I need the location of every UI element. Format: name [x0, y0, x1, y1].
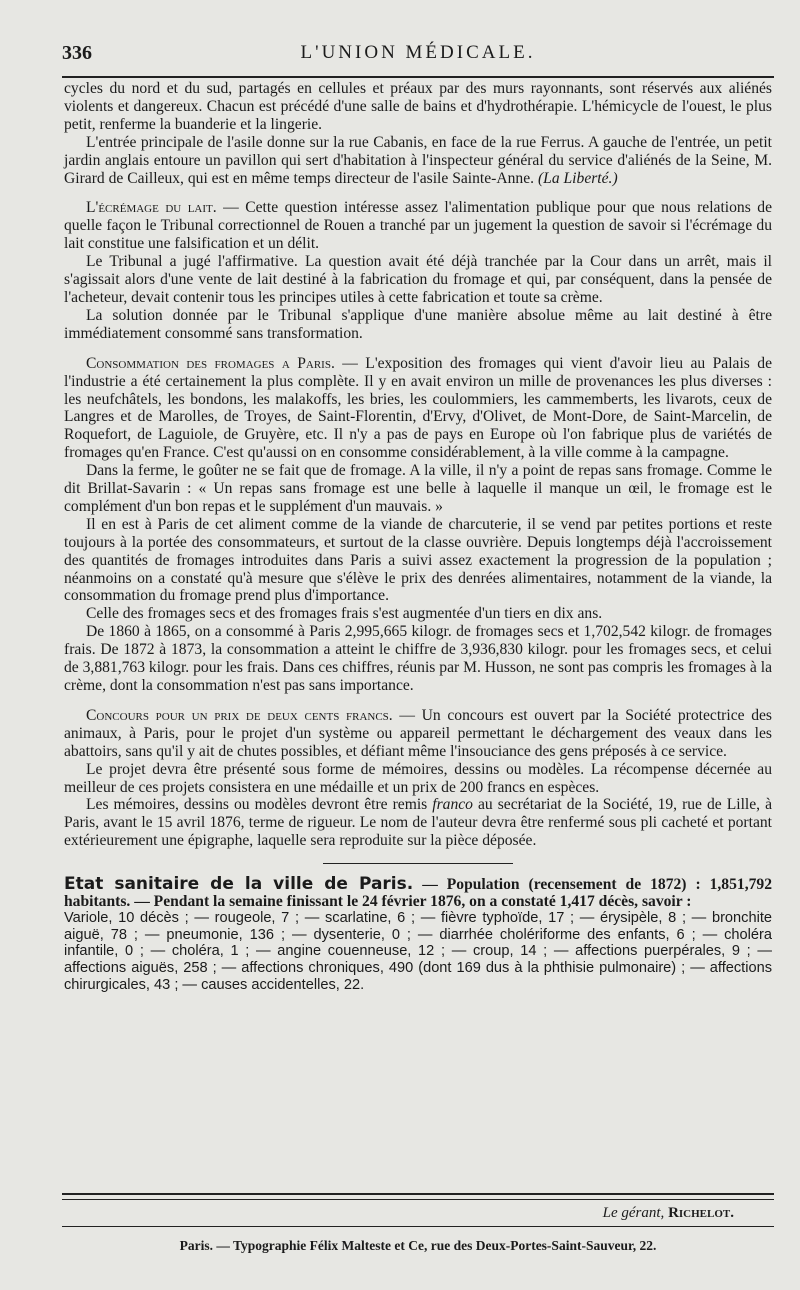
paragraph: cycles du nord et du sud, partagés en cellules et préaux par des murs rayonnants, sont réservés aux aliénés violents et dangereux. Chacun est précédé d'une salle de bains et d'hydrothérapie. L'hémicycle de l'ouest, le plus petit, renferme la buanderie et la lingerie.	[64, 80, 772, 133]
printer-imprint: Paris. — Typographie Félix Malteste et Ce, rue des Deux-Portes-Saint-Sauveur, 22.	[179, 1238, 657, 1253]
gerant-signature	[603, 1205, 734, 1222]
paragraph-text: — L'exposition des fromages qui vient d'avoir lieu au Palais de l'industrie a été certainement la plus complète. Il y en avait environ un mille de provenances les plus diverses : les neufchâtels, les bondons, les malakoffs, les bries, les coulommiers, les cammemberts, les livarots, ceux de Langres et de Marolles, de Troyes, de Saint-Florentin, d'Ervy, d'Olivet, de Mont-Dore, de Saint-Marcelin, de Roquefort, de Laguiole, de Gruyère, etc. Il n'y a pas de pays en Europe où l'on fabrique plus de variétés de fromages qu'en France. C'est qu'aussi on en consomme considérablement, à la ville comme à la campagne.	[64, 354, 772, 462]
paragraph: Le projet devra être présenté sous forme de mémoires, dessins ou modèles. La récompense décernée au meilleur de ces projets consistera en une médaille et un prix de 200 francs en espèces.	[64, 760, 772, 796]
section-heading: L'écrémage du lait.	[86, 199, 217, 217]
paragraph-text: — Cette question intéresse assez l'alimentation publique pour que nous relations de quelle façon le Tribunal correctionnel de Rouen a tranché par un jugement la question de savoir si l'écrémage du lait constitue une falsification et un délit.	[64, 199, 772, 253]
paragraph	[64, 355, 772, 462]
section-heading: Concours pour un prix de deux cents francs.	[86, 706, 393, 724]
body-text	[64, 80, 772, 993]
paragraph: Il en est à Paris de cet aliment comme de la viande de charcuterie, il se vend par petites portions et reste toujours à la portée des consommateurs, et surtout de la classe ouvrière. Depuis longtemps déjà l'accroissement des quantités de fromages introduites dans Paris a suivi assez exactement la progression de la population ; néanmoins on a constaté qu'à mesure que s'élève le prix des denrées alimentaires, notamment de la viande, la consommation du fromage prend plus d'importance.	[64, 515, 772, 605]
gerant-name: Richelot.	[668, 1205, 734, 1221]
footer-double-rule	[62, 1193, 774, 1200]
emphasis: franco	[432, 796, 473, 814]
page-number: 336	[62, 42, 92, 64]
paragraph	[64, 199, 772, 253]
paragraph	[64, 876, 772, 910]
section-heading: Consommation des fromages a Paris.	[86, 354, 335, 372]
section-ecremage	[64, 199, 772, 342]
paragraph: La solution donnée par le Tribunal s'applique d'une manière absolue même au lait destiné à être immédiatement consommé sans transformation.	[64, 306, 772, 342]
section-fromages	[64, 355, 772, 695]
paragraph: Dans la ferme, le goûter ne se fait que de fromage. A la ville, il n'y a point de repas sans fromage. Comme le dit Brillat-Savarin : « Un repas sans fromage est une belle à laquelle il manque un œil, le fromage est le complément d'un bon repas et le supplément d'un mauvais. »	[64, 462, 772, 515]
paragraph-text: L'entrée principale de l'asile donne sur la rue Cabanis, en face de la rue Ferrus. A gauche de l'entrée, un petit jardin anglais entoure un pavillon qui sert d'habitation à l'inspecteur général du service d'aliénés de la Seine, M. Girard de Cailleux, qui est en même temps directeur de l'asile Sainte-Anne.	[64, 133, 772, 187]
section-concours	[64, 707, 772, 850]
running-title: L'UNION MÉDICALE.	[300, 42, 536, 63]
gerant-label: Le gérant,	[602, 1205, 665, 1221]
paragraph-text: Les mémoires, dessins ou modèles devront être remis	[86, 796, 433, 814]
paragraph	[64, 796, 772, 850]
paragraph-text: — Population (recensement de 1872) : 1,851,792 habitants. — Pendant la semaine finissant le 24 février 1876, on a constaté 1,417 décès, savoir :	[64, 876, 772, 911]
page-header	[62, 34, 774, 74]
footer-rule	[62, 1226, 774, 1227]
section-asile	[64, 80, 772, 187]
paragraph: Celle des fromages secs et des fromages frais s'est augmentée d'un tiers en dix ans.	[86, 605, 603, 623]
section-heading: Etat sanitaire de la ville de Paris.	[64, 874, 414, 895]
source-citation: (La Liberté.)	[537, 169, 618, 187]
paragraph: De 1860 à 1865, on a consommé à Paris 2,995,665 kilogr. de fromages secs et 1,702,542 kilogr. de fromages frais. De 1872 à 1873, la consommation a atteint le chiffre de 3,936,830 kilogr. pour les fromages secs, et celui de 3,881,763 kilogr. pour les frais. Dans ces chiffres, réunis par M. Husson, ne sont pas compris les fromages à la crème, dont la consommation n'est pas sans importance.	[64, 623, 772, 694]
paragraph	[64, 134, 772, 188]
paragraph: Le Tribunal a jugé l'affirmative. La question avait été déjà tranchée par la Cour dans un arrêt, mais il s'agissait alors d'une vente de lait destiné à la fabrication du fromage et qui, par conséquent, dans la pensée de l'acheteur, devait contenir tous les principes utiles à cette fabrication et toute sa crème.	[64, 253, 772, 306]
paragraph	[64, 707, 772, 761]
section-etat-sanitaire	[64, 876, 772, 993]
paragraph-text: au secrétariat de la Société, 19, rue de Lille, à Paris, avant le 15 avril 1876, terme de rigueur. Le nom de l'auteur devra être renfermé sous pli cacheté et portant extérieurement une épigraphe, laquelle sera reproduite sur la pièce déposée.	[64, 796, 772, 850]
mortality-list: Variole, 10 décès ; — rougeole, 7 ; — scarlatine, 6 ; — fièvre typhoïde, 17 ; — érysipèle, 8 ; — bronchite aiguë, 78 ; — pneumonie, 136 ; — dysenterie, 0 ; — diarrhée cholériforme des enfants, 6 ; — choléra infantile, 0 ; — choléra, 1 ; — angine couenneuse, 12 ; — croup, 14 ; — affections puerpérales, 9 ; — affections aiguës, 258 ; — affections chroniques, 490 (dont 169 dus à la phthisie pulmonaire) ; — affections chirurgicales, 43 ; — causes accidentelles, 22.	[64, 910, 772, 993]
section-divider	[323, 863, 513, 864]
header-rule	[62, 76, 774, 78]
paragraph-text: — Un concours est ouvert par la Société protectrice des animaux, à Paris, pour le projet d'un système ou appareil permettant le déchargement des veaux dans les abattoirs, sans qu'il y ait de chutes possibles, et défiant même l'insouciance des gens préposés à ce service.	[64, 706, 772, 760]
